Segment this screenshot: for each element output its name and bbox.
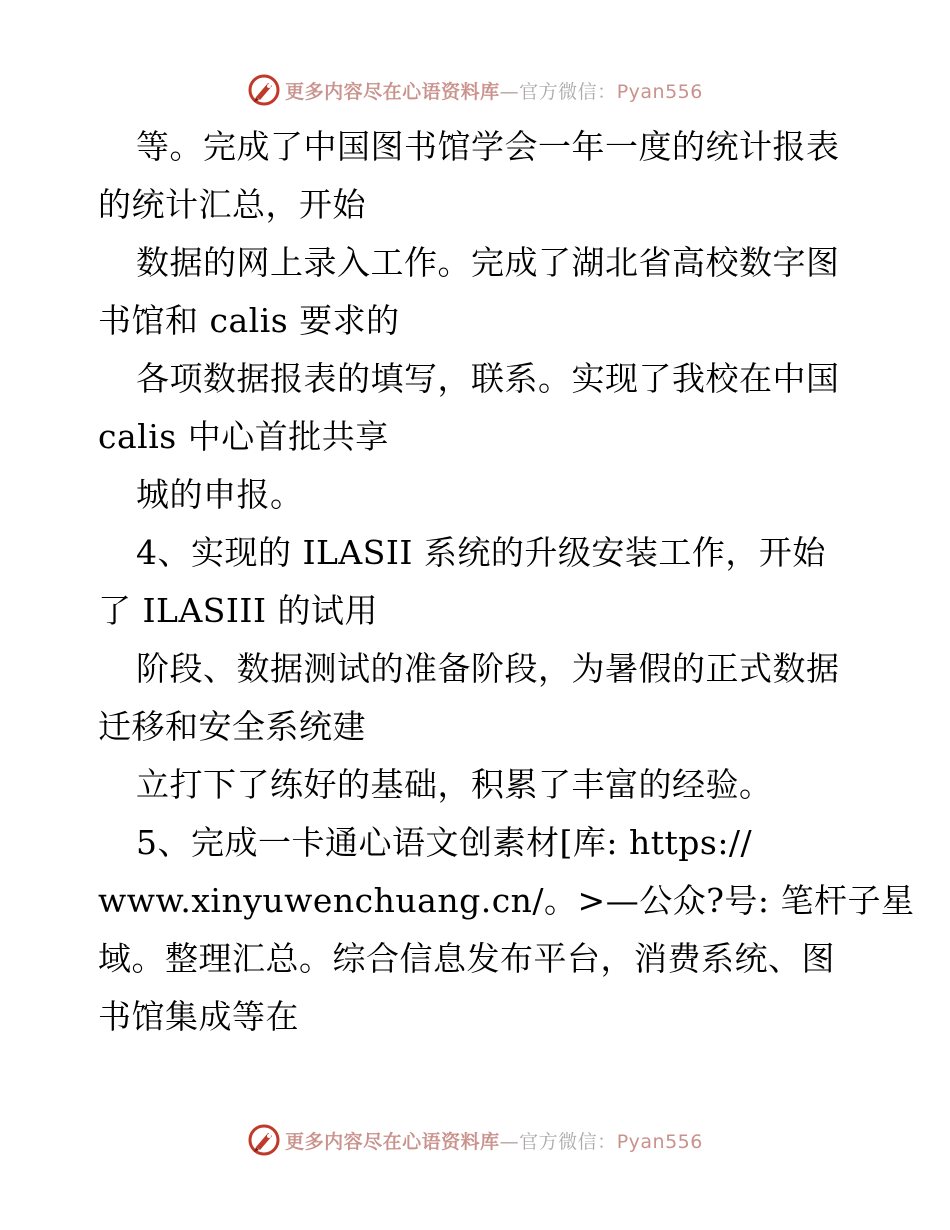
paragraph-line: 了 ILASIII 的试用 (98, 591, 378, 630)
paragraph-line: 书馆和 calis 要求的 (98, 301, 400, 340)
banner-wechat-id: Pyan556 (616, 1130, 703, 1153)
footer-watermark-banner (0, 1118, 950, 1162)
paragraph-line: 迁移和安全系统建 (98, 707, 366, 746)
paragraph-line: 4、实现的 ILASII 系统的升级安装工作，开始 (136, 533, 826, 572)
paragraph-line: 域。整理汇总。综合信息发布平台，消费系统、图 (98, 939, 835, 978)
pen-logo-icon (247, 73, 281, 107)
banner-brand: 更多内容尽在心语资料库 (285, 80, 500, 103)
paragraph-line: 5、完成一卡通心语文创素材[库: https:// (136, 823, 753, 862)
paragraph-line: 书馆集成等在 (98, 997, 299, 1036)
banner-wechat-label: 官方微信： (519, 80, 617, 103)
paragraph-line: 数据的网上录入工作。完成了湖北省高校数字图 (136, 243, 840, 282)
banner-brand: 更多内容尽在心语资料库 (285, 1130, 500, 1153)
document-body (98, 118, 915, 1046)
pen-logo-icon (247, 1123, 281, 1157)
paragraph-line: 等。完成了中国图书馆学会一年一度的统计报表 (136, 127, 840, 166)
paragraph-line: 阶段、数据测试的准备阶段，为暑假的正式数据 (136, 649, 840, 688)
banner-separator: — (499, 1130, 520, 1153)
paragraph-line: calis 中心首批共享 (98, 417, 389, 456)
paragraph-line: www.xinyuwenchuang.cn/。>—公众?号: 笔杆子星 (98, 881, 915, 920)
banner-wechat-label: 官方微信： (519, 1130, 617, 1153)
banner-wechat-id: Pyan556 (616, 80, 703, 103)
paragraph-line: 的统计汇总，开始 (98, 185, 366, 224)
header-watermark-banner (0, 68, 950, 112)
paragraph-line: 立打下了练好的基础，积累了丰富的经验。 (136, 765, 773, 804)
paragraph-line: 各项数据报表的填写，联系。实现了我校在中国 (136, 359, 840, 398)
banner-separator: — (499, 80, 520, 103)
paragraph-line: 城的申报。 (136, 475, 304, 514)
